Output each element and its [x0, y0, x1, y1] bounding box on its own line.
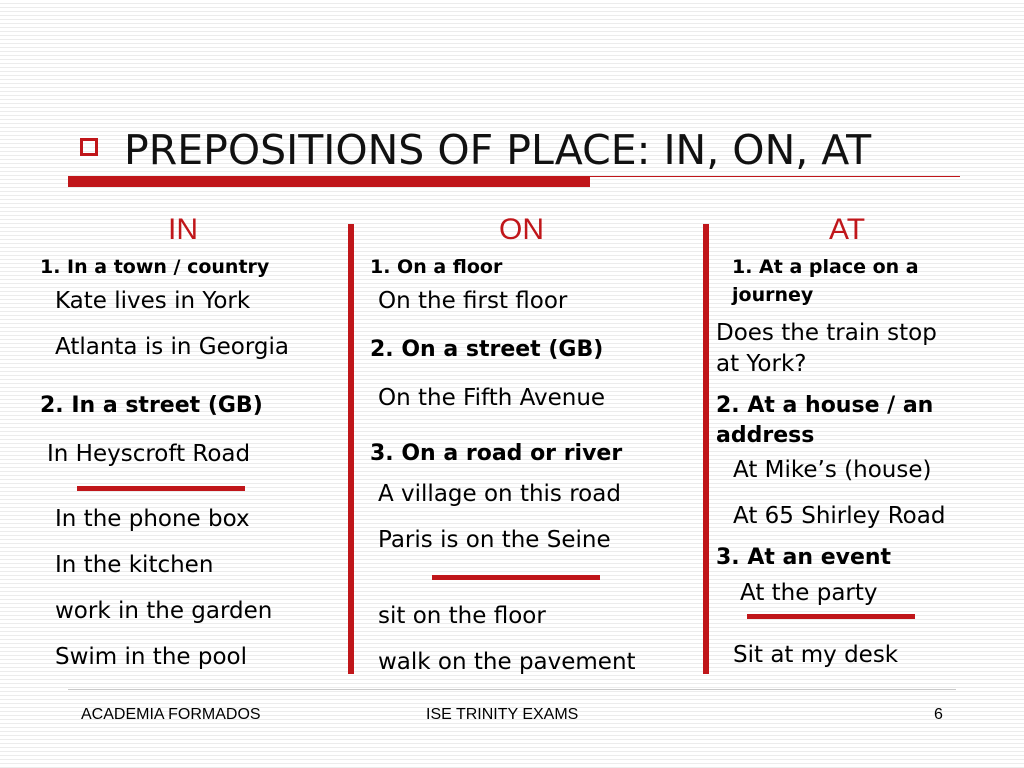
in-example: In the kitchen	[55, 552, 214, 578]
on-example: On the first floor	[378, 288, 568, 314]
in-example: work in the garden	[55, 598, 273, 624]
column-divider	[348, 224, 354, 674]
separator-line	[747, 614, 915, 619]
in-heading-1: 1. In a town / country	[40, 256, 270, 278]
column-heading-on: ON	[499, 213, 544, 246]
footer-divider	[68, 689, 956, 690]
in-heading-2: 2. In a street (GB)	[40, 393, 263, 418]
separator-line	[432, 575, 600, 580]
on-example: walk on the pavement	[378, 649, 636, 675]
footer-left: ACADEMIA FORMADOS	[81, 706, 261, 723]
slide-title: PREPOSITIONS OF PLACE: IN, ON, AT	[124, 126, 872, 174]
title-underline	[68, 176, 590, 187]
at-example: Does the train stop	[716, 320, 937, 346]
at-heading-2: 2. At a house / an	[716, 393, 934, 418]
at-heading-2-cont: address	[716, 423, 815, 448]
column-heading-at: AT	[829, 213, 866, 246]
at-heading-3: 3. At an event	[716, 545, 892, 570]
on-example: sit on the floor	[378, 603, 546, 629]
at-heading-1: 1. At a place on a	[732, 256, 919, 278]
page-number: 6	[934, 706, 943, 723]
title-underline-thin	[590, 176, 960, 177]
separator-line	[77, 486, 245, 491]
on-heading-3: 3. On a road or river	[370, 441, 623, 466]
in-example: In Heyscroft Road	[47, 441, 251, 467]
column-heading-in: IN	[168, 213, 198, 246]
on-example: Paris is on the Seine	[378, 527, 611, 553]
in-example: Kate lives in York	[55, 288, 251, 314]
on-heading-1: 1. On a floor	[370, 256, 503, 278]
at-example-cont: at York?	[716, 351, 807, 377]
at-example: At the party	[740, 580, 878, 606]
in-example: Swim in the pool	[55, 644, 247, 670]
on-heading-2: 2. On a street (GB)	[370, 337, 604, 362]
column-divider	[703, 224, 709, 674]
on-example: A village on this road	[378, 481, 621, 507]
footer-center: ISE TRINITY EXAMS	[426, 706, 579, 723]
in-example: In the phone box	[55, 506, 250, 532]
on-example: On the Fifth Avenue	[378, 385, 606, 411]
in-example: Atlanta is in Georgia	[55, 334, 289, 360]
title-bullet-icon	[80, 138, 98, 156]
at-example: At 65 Shirley Road	[733, 503, 946, 529]
at-heading-1-cont: journey	[732, 284, 814, 306]
at-example: Sit at my desk	[733, 642, 899, 668]
at-example: At Mike’s (house)	[733, 457, 932, 483]
